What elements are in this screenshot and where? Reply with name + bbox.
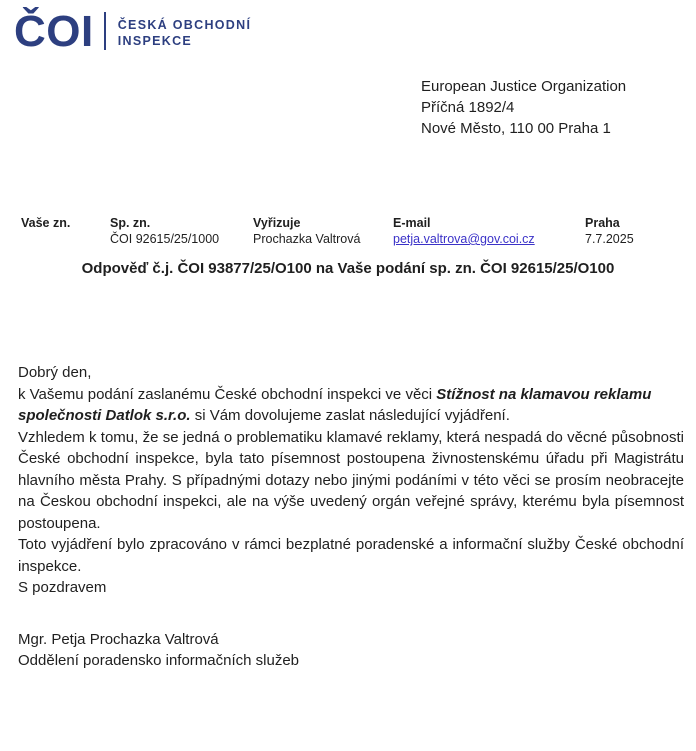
ref-col-sp-zn xyxy=(110,216,219,247)
ref-value-sp-zn: ČOI 92615/25/1000 xyxy=(110,232,220,246)
subject-line: Odpověď č.j. ČOI 93877/25/O100 na Vaše podání sp. zn. ČOI 92615/25/O100 xyxy=(81,260,615,277)
ref-label-praha: Praha xyxy=(585,216,620,230)
coi-logo-orgname xyxy=(118,15,251,48)
paragraph-1-after: si Vám dovolujeme zaslat následující vyjádření. xyxy=(190,407,510,424)
signature-department: Oddělení poradensko informačních služeb xyxy=(18,652,300,669)
reference-row xyxy=(0,216,696,250)
paragraph-1-before: k Vašemu podání zaslanému České obchodní inspekci ve věci xyxy=(18,385,437,403)
coi-logo-abbr: ČOI xyxy=(14,7,94,56)
logo-org-line2: INSPEKCE xyxy=(117,33,193,48)
ref-label-vyrizuje: Vyřizuje xyxy=(253,216,301,230)
paragraph-1 xyxy=(18,384,684,427)
recipient-street: Příčná 1892/4 xyxy=(421,99,515,116)
paragraph-3: Toto vyjádření bylo zpracováno v rámci bezplatné poradenské a informační služby České obchodní inspekce. xyxy=(18,536,684,575)
ref-label-vase-zn: Vaše zn. xyxy=(21,216,71,230)
ref-col-email xyxy=(393,216,535,247)
ref-value-date: 7.7.2025 xyxy=(585,232,634,246)
ref-col-praha xyxy=(585,216,634,247)
ref-value-vyrizuje: Prochazka Valtrová xyxy=(253,232,361,246)
logo-org-line1: ČESKÁ OBCHODNÍ xyxy=(117,17,252,32)
greeting: Dobrý den, xyxy=(18,364,92,381)
ref-col-vase-zn xyxy=(21,216,70,232)
letter-body xyxy=(18,362,684,672)
paragraph-2: Vzhledem k tomu, že se jedná o problematiku klamavé reklamy, která nespadá do věcné působnosti České obchodní inspekce, byla tato písemnost postoupena živnostenskému úřadu při Magistrátu hlavního města Prahy. S případnými dotazy nebo jinými podáními v této věci se prosím neobracejte na Českou obchodní inspekci, ale na výše uvedený orgán veřejné správy, kterému byla písemnost postoupena. xyxy=(18,428,684,532)
ref-label-sp-zn: Sp. zn. xyxy=(110,216,151,230)
paragraph-1-complaint-title: Stížnost na klamavou reklamu společnosti Datlok s.r.o. xyxy=(18,385,652,424)
logo-divider xyxy=(104,12,106,50)
recipient-city: Nové Město, 110 00 Praha 1 xyxy=(421,120,611,137)
coi-logo xyxy=(14,8,251,54)
signature-block xyxy=(18,629,684,672)
closing: S pozdravem xyxy=(18,579,107,596)
recipient-name: European Justice Organization xyxy=(421,78,627,95)
signature-name: Mgr. Petja Prochazka Valtrová xyxy=(18,630,219,648)
email-link[interactable]: petja.valtrova@gov.coi.cz xyxy=(393,232,535,246)
ref-col-vyrizuje xyxy=(253,216,360,247)
ref-label-email: E-mail xyxy=(393,216,431,230)
recipient-address xyxy=(421,76,626,139)
